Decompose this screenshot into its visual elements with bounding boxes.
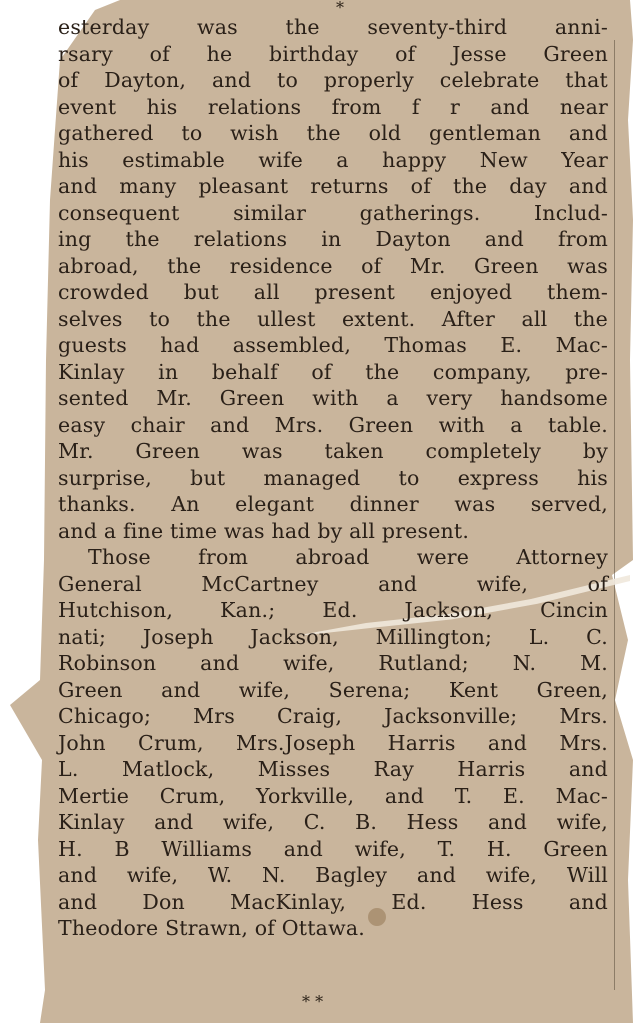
text-line: and wife, W. N. Bagley and wife, Will [58, 863, 608, 887]
text-line: easy chair and Mrs. Green with a table. [58, 412, 608, 437]
text-line: ing the relations in Dayton and from [58, 227, 608, 251]
text-line: Mr. Green was taken completely by [58, 439, 608, 463]
text-line: Chicago; Mrs Craig, Jacksonville; Mrs. [58, 704, 608, 728]
text-line: Mertie Crum, Yorkville, and T. E. Mac- [58, 783, 608, 808]
text-line: Theodore Strawn, of Ottawa. [58, 916, 365, 940]
column-rule [614, 40, 615, 990]
text-line: esterday was the seventy-third anni- [58, 15, 608, 39]
ornament-bottom: * * [302, 992, 324, 1011]
paragraph-1 [58, 14, 608, 544]
text-line: and a fine time was had by all present. [58, 518, 470, 543]
text-line: thanks. An elegant dinner was served, [58, 492, 608, 516]
text-line: Those from abroad were Attorney [88, 545, 608, 569]
text-line: and many pleasant returns of the day and [58, 174, 608, 198]
text-line: General McCartney and wife, of [58, 571, 608, 596]
article-body [58, 14, 608, 942]
text-line: event his relations from f r and near [58, 94, 608, 119]
text-line: Kinlay and wife, C. B. Hess and wife, [58, 810, 608, 834]
text-line: Kinlay in behalf of the company, pre- [58, 359, 608, 384]
text-line: Hutchison, Kan.; Ed. Jackson, Cincin [58, 598, 608, 622]
ornament-top: * [336, 0, 344, 17]
text-line: gathered to wish the old gentleman and [58, 121, 608, 145]
text-line: consequent similar gatherings. Includ- [58, 200, 608, 225]
text-line: abroad, the residence of Mr. Green was [58, 253, 608, 278]
text-line: and Don MacKinlay, Ed. Hess and [58, 889, 608, 914]
text-line: John Crum, Mrs.Joseph Harris and Mrs. [58, 730, 608, 755]
text-line: surprise, but managed to express his [58, 465, 608, 490]
text-line: H. B Williams and wife, T. H. Green [58, 836, 608, 861]
text-line: his estimable wife a happy New Year [58, 147, 608, 172]
text-line: nati; Joseph Jackson, Millington; L. C. [58, 624, 608, 649]
text-line: rsary of he birthday of Jesse Green [58, 41, 608, 66]
text-line: guests had assembled, Thomas E. Mac- [58, 333, 608, 357]
text-line: of Dayton, and to properly celebrate that [58, 68, 608, 92]
text-line: sented Mr. Green with a very handsome [58, 386, 608, 410]
text-line: crowded but all present enjoyed them- [58, 280, 608, 304]
text-line: Green and wife, Serena; Kent Green, [58, 677, 608, 702]
text-line: L. Matlock, Misses Ray Harris and [58, 757, 608, 781]
text-line: selves to the ullest extent. After all the [58, 306, 608, 331]
paragraph-2 [58, 544, 608, 942]
text-line: Robinson and wife, Rutland; N. M. [58, 651, 608, 675]
